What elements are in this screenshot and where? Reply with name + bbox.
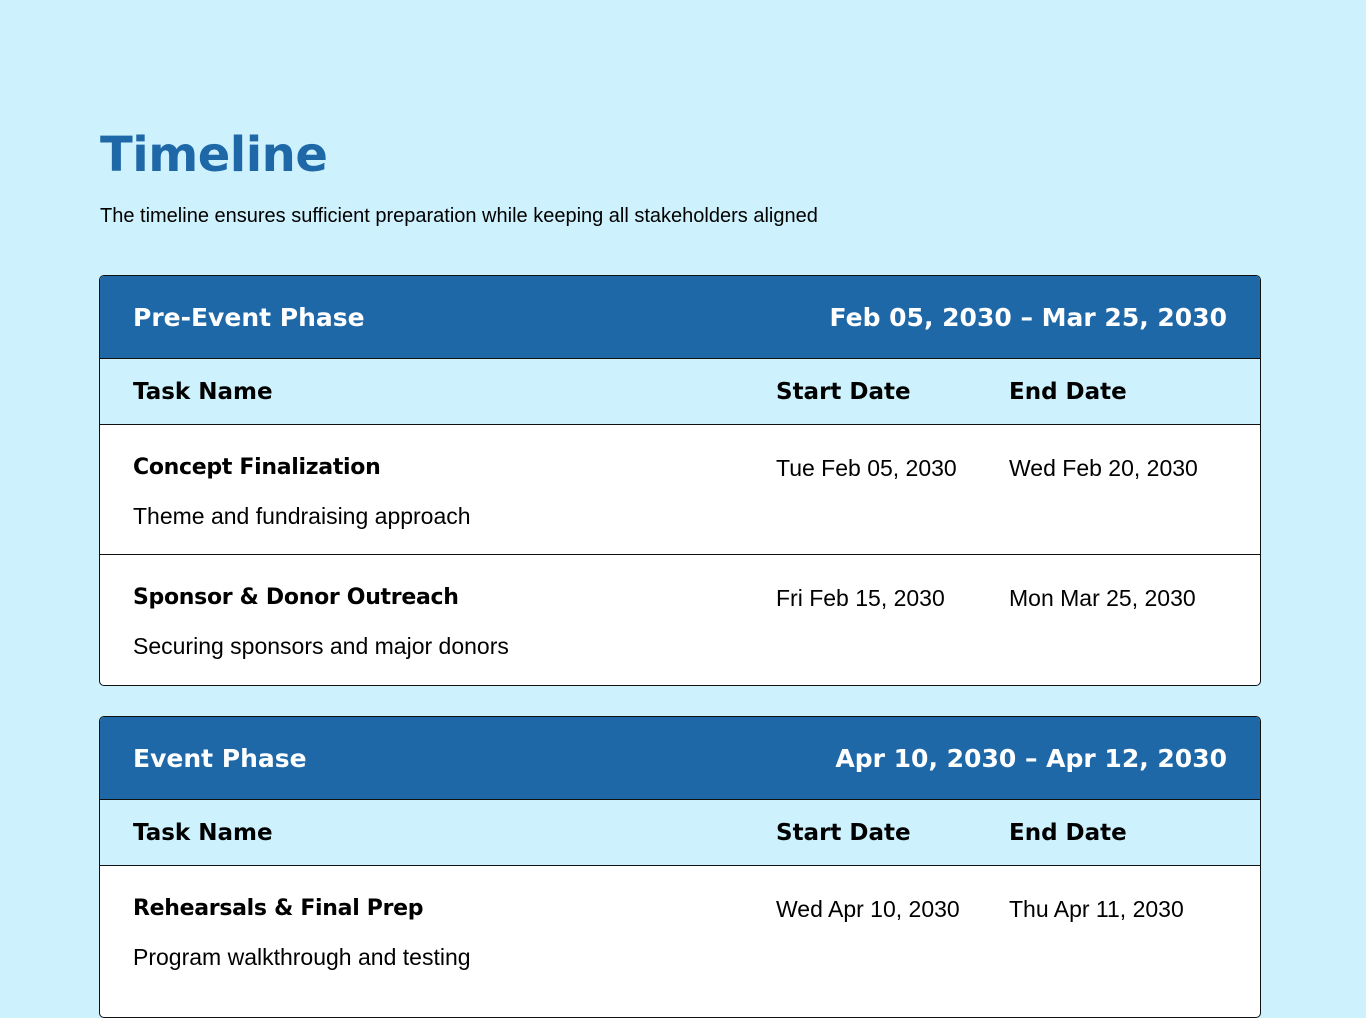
column-header-end: End Date bbox=[1009, 819, 1127, 846]
phase-card-pre-event bbox=[99, 275, 1261, 686]
task-end-date: Wed Feb 20, 2030 bbox=[1009, 455, 1198, 481]
task-end-date: Thu Apr 11, 2030 bbox=[1009, 896, 1184, 922]
phase-card-event bbox=[99, 716, 1261, 1018]
task-start-date: Wed Apr 10, 2030 bbox=[776, 896, 960, 922]
timeline-section bbox=[100, 124, 1262, 228]
column-header-task: Task Name bbox=[133, 819, 273, 846]
phase-date-range: Feb 05, 2030 – Mar 25, 2030 bbox=[829, 302, 1227, 332]
task-description: Program walkthrough and testing bbox=[133, 944, 471, 970]
task-end-date: Mon Mar 25, 2030 bbox=[1009, 585, 1196, 611]
phase-date-range: Apr 10, 2030 – Apr 12, 2030 bbox=[835, 743, 1227, 773]
phase-header bbox=[100, 717, 1260, 800]
task-start-date: Tue Feb 05, 2030 bbox=[776, 455, 957, 481]
task-description: Securing sponsors and major donors bbox=[133, 633, 509, 659]
column-header-start: Start Date bbox=[776, 378, 911, 405]
table-row bbox=[100, 555, 1260, 685]
column-header-start: Start Date bbox=[776, 819, 911, 846]
task-cell bbox=[133, 866, 776, 996]
phase-title: Event Phase bbox=[133, 743, 307, 773]
phase-header bbox=[100, 276, 1260, 359]
column-header-task: Task Name bbox=[133, 378, 273, 405]
task-cell bbox=[133, 555, 776, 685]
column-header-row bbox=[100, 800, 1260, 866]
task-description: Theme and fundraising approach bbox=[133, 503, 471, 529]
column-header-end: End Date bbox=[1009, 378, 1127, 405]
phase-title: Pre-Event Phase bbox=[133, 302, 365, 332]
column-header-row bbox=[100, 359, 1260, 425]
task-start-date: Fri Feb 15, 2030 bbox=[776, 585, 945, 611]
page-subtitle: The timeline ensures sufficient preparation while keeping all stakeholders aligned bbox=[100, 205, 818, 227]
task-name: Concept Finalization bbox=[133, 455, 381, 480]
task-name: Rehearsals & Final Prep bbox=[133, 896, 424, 921]
task-name: Sponsor & Donor Outreach bbox=[133, 585, 459, 610]
table-row bbox=[100, 866, 1260, 996]
page-title: Timeline bbox=[100, 127, 328, 183]
task-cell bbox=[133, 425, 776, 554]
table-row bbox=[100, 425, 1260, 555]
